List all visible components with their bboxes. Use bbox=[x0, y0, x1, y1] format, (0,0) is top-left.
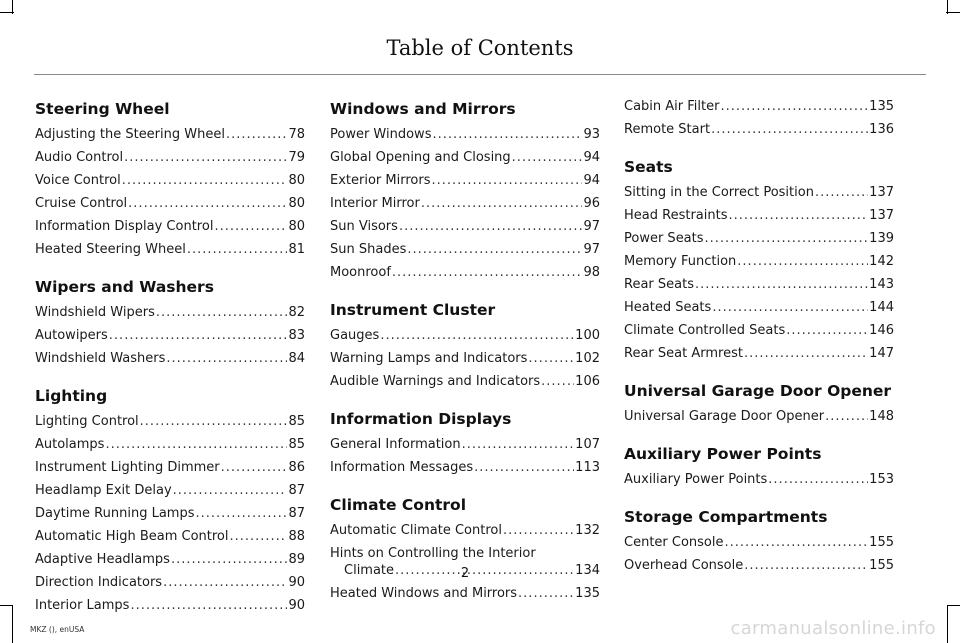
toc-entry-page: 148 bbox=[869, 409, 894, 424]
toc-entry-title: Universal Garage Door Opener bbox=[624, 409, 825, 424]
toc-entry-page: 97 bbox=[583, 219, 600, 234]
toc-entry-page: 136 bbox=[869, 122, 894, 137]
dot-leader bbox=[712, 299, 868, 316]
crop-mark-top-left-h bbox=[0, 12, 14, 13]
toc-entry-title: Overhead Console bbox=[624, 558, 744, 573]
toc-entry-title: Global Opening and Closing bbox=[330, 150, 511, 165]
dot-leader bbox=[407, 241, 582, 258]
header-rule bbox=[34, 74, 926, 75]
toc-entry-title: Cabin Air Filter bbox=[624, 99, 720, 114]
toc-entry[interactable] bbox=[35, 413, 305, 430]
toc-entry-page: 143 bbox=[869, 277, 894, 292]
toc-entry-title: Exterior Mirrors bbox=[330, 173, 431, 188]
toc-entry-page: 80 bbox=[288, 196, 305, 211]
page-title: Table of Contents bbox=[386, 36, 574, 60]
crop-mark-bottom-right-h bbox=[947, 605, 960, 606]
dot-leader bbox=[128, 195, 287, 212]
toc-entry-page: 134 bbox=[575, 563, 600, 578]
toc-entry[interactable] bbox=[35, 505, 305, 522]
dot-leader bbox=[825, 408, 868, 425]
toc-entry[interactable] bbox=[35, 459, 305, 476]
dot-leader bbox=[173, 482, 288, 499]
toc-column-3 bbox=[624, 98, 894, 580]
watermark: carmanualsonline.info bbox=[730, 618, 936, 639]
toc-entry-page: 90 bbox=[288, 598, 305, 613]
toc-entry-page: 83 bbox=[288, 328, 305, 343]
toc-entry-title: Power Windows bbox=[330, 127, 432, 142]
toc-entry-page: 85 bbox=[288, 414, 305, 429]
toc-entry[interactable] bbox=[624, 230, 894, 247]
toc-entry[interactable] bbox=[330, 350, 600, 367]
dot-leader bbox=[130, 597, 287, 614]
dot-leader bbox=[109, 327, 288, 344]
toc-entry-page: 144 bbox=[869, 300, 894, 315]
section-heading: Wipers and Washers bbox=[35, 278, 214, 296]
section-heading: Storage Compartments bbox=[624, 508, 828, 526]
toc-entry[interactable] bbox=[35, 597, 305, 614]
section-heading: Universal Garage Door Opener bbox=[624, 382, 892, 400]
toc-entry-title: Audio Control bbox=[35, 150, 124, 165]
toc-entry-title: Autowipers bbox=[35, 328, 108, 343]
toc-entry-title: Sun Visors bbox=[330, 219, 398, 234]
dot-leader bbox=[380, 327, 574, 344]
dot-leader bbox=[229, 528, 287, 545]
dot-leader bbox=[512, 149, 583, 166]
toc-entry[interactable] bbox=[35, 218, 305, 235]
dot-leader bbox=[195, 505, 287, 522]
toc-entry-page: 78 bbox=[288, 127, 305, 142]
toc-entry[interactable] bbox=[624, 299, 894, 316]
section-heading: Windows and Mirrors bbox=[330, 100, 516, 118]
toc-entry[interactable] bbox=[35, 436, 305, 453]
toc-entry-page: 106 bbox=[575, 374, 600, 389]
crop-mark-bottom-left-v bbox=[12, 605, 13, 643]
dot-leader bbox=[695, 276, 868, 293]
toc-entry[interactable] bbox=[624, 345, 894, 362]
toc-entry-title: Audible Warnings and Indicators bbox=[330, 374, 541, 389]
toc-entry[interactable] bbox=[330, 436, 600, 453]
toc-entry-page: 89 bbox=[288, 552, 305, 567]
toc-entry-title-cont: Climate bbox=[344, 563, 395, 578]
toc-entry-page: 137 bbox=[869, 185, 894, 200]
toc-entry[interactable] bbox=[35, 149, 305, 166]
toc-entry[interactable] bbox=[624, 408, 894, 425]
dot-leader bbox=[421, 195, 583, 212]
toc-entry-title: Memory Function bbox=[624, 254, 737, 269]
toc-entry-page: 137 bbox=[869, 208, 894, 223]
toc-entry[interactable] bbox=[35, 126, 305, 143]
toc-entry[interactable] bbox=[35, 195, 305, 212]
toc-entry[interactable] bbox=[624, 253, 894, 270]
toc-entry-title: Warning Lamps and Indicators bbox=[330, 351, 528, 366]
dot-leader bbox=[737, 253, 868, 270]
toc-entry[interactable] bbox=[624, 322, 894, 339]
toc-entry[interactable] bbox=[35, 241, 305, 258]
toc-column-1 bbox=[35, 98, 305, 620]
dot-leader bbox=[518, 585, 574, 602]
toc-entry-title: Lighting Control bbox=[35, 414, 139, 429]
section-heading: Climate Control bbox=[330, 496, 467, 514]
dot-leader bbox=[541, 373, 574, 390]
dot-leader bbox=[166, 350, 287, 367]
toc-entry-page: 80 bbox=[288, 219, 305, 234]
toc-entry-title: Moonroof bbox=[330, 265, 391, 280]
toc-entry-page: 146 bbox=[869, 323, 894, 338]
dot-leader bbox=[462, 436, 575, 453]
toc-entry-page: 96 bbox=[583, 196, 600, 211]
toc-entry-title: Center Console bbox=[624, 535, 724, 550]
toc-entry-title: Remote Start bbox=[624, 122, 711, 137]
toc-entry-page: 132 bbox=[575, 523, 600, 538]
dot-leader bbox=[221, 459, 288, 476]
dot-leader bbox=[705, 230, 869, 247]
toc-entry[interactable] bbox=[624, 207, 894, 224]
toc-entry[interactable] bbox=[624, 471, 894, 488]
dot-leader bbox=[226, 126, 287, 143]
toc-entry-page: 94 bbox=[583, 150, 600, 165]
crop-mark-bottom-right-v bbox=[947, 605, 948, 643]
toc-entry-title: Heated Steering Wheel bbox=[35, 242, 186, 257]
toc-entry-title: Automatic Climate Control bbox=[330, 523, 502, 538]
toc-entry-page: 79 bbox=[288, 150, 305, 165]
toc-entry[interactable] bbox=[330, 264, 600, 281]
toc-entry-title: Hints on Controlling the Interior bbox=[330, 546, 536, 561]
toc-entry-page: 155 bbox=[869, 535, 894, 550]
toc-entry[interactable] bbox=[330, 149, 600, 166]
toc-entry-title: Information Messages bbox=[330, 460, 474, 475]
toc-entry[interactable] bbox=[35, 482, 305, 499]
toc-entry-page: 153 bbox=[869, 472, 894, 487]
dot-leader bbox=[786, 322, 868, 339]
toc-entry-title: Rear Seat Armrest bbox=[624, 346, 743, 361]
toc-entry-title: General Information bbox=[330, 437, 461, 452]
section-heading: Auxiliary Power Points bbox=[624, 445, 822, 463]
toc-entry-title: Gauges bbox=[330, 328, 380, 343]
toc-entry-page: 88 bbox=[288, 529, 305, 544]
section-heading: Seats bbox=[624, 158, 673, 176]
toc-column-2 bbox=[330, 98, 600, 608]
section-heading: Instrument Cluster bbox=[330, 301, 496, 319]
toc-entry-title: Headlamp Exit Delay bbox=[35, 483, 172, 498]
dot-leader bbox=[815, 184, 868, 201]
toc-entry[interactable] bbox=[624, 121, 894, 138]
toc-entry-page: 87 bbox=[288, 483, 305, 498]
toc-entry-page: 102 bbox=[575, 351, 600, 366]
toc-entry-page: 82 bbox=[288, 305, 305, 320]
toc-entry[interactable] bbox=[35, 327, 305, 344]
toc-entry[interactable] bbox=[330, 327, 600, 344]
toc-entry-page: 155 bbox=[869, 558, 894, 573]
toc-entry[interactable] bbox=[35, 304, 305, 321]
toc-entry-title: Sun Shades bbox=[330, 242, 407, 257]
toc-entry[interactable] bbox=[624, 98, 894, 115]
toc-entry[interactable] bbox=[330, 585, 600, 602]
dot-leader bbox=[122, 172, 288, 189]
toc-entry-title: Autolamps bbox=[35, 437, 105, 452]
toc-entry-title: Daytime Running Lamps bbox=[35, 506, 195, 521]
dot-leader bbox=[399, 218, 583, 235]
toc-entry-title: Interior Mirror bbox=[330, 196, 420, 211]
toc-entry-title: Climate Controlled Seats bbox=[624, 323, 786, 338]
toc-entry[interactable] bbox=[35, 528, 305, 545]
toc-entry-page: 100 bbox=[575, 328, 600, 343]
dot-leader bbox=[768, 471, 868, 488]
toc-entry-title: Heated Windows and Mirrors bbox=[330, 586, 518, 601]
toc-entry-title: Sitting in the Correct Position bbox=[624, 185, 814, 200]
toc-entry-title: Rear Seats bbox=[624, 277, 694, 292]
toc-entry-title: Interior Lamps bbox=[35, 598, 130, 613]
toc-entry-title: Automatic High Beam Control bbox=[35, 529, 229, 544]
toc-entry[interactable] bbox=[330, 172, 600, 189]
toc-entry-title: Windshield Wipers bbox=[35, 305, 155, 320]
toc-entry-page: 142 bbox=[869, 254, 894, 269]
toc-entry-title: Cruise Control bbox=[35, 196, 128, 211]
toc-entry[interactable] bbox=[624, 534, 894, 551]
dot-leader bbox=[503, 522, 574, 539]
crop-mark-bottom-left-h bbox=[0, 605, 13, 606]
dot-leader bbox=[140, 413, 288, 430]
dot-leader bbox=[474, 459, 574, 476]
dot-leader bbox=[156, 304, 288, 321]
toc-entry[interactable] bbox=[330, 522, 600, 539]
dot-leader bbox=[728, 207, 868, 224]
page-number: 2 bbox=[460, 566, 470, 581]
toc-entry[interactable] bbox=[35, 350, 305, 367]
toc-entry[interactable] bbox=[330, 126, 600, 143]
toc-entry-title: Voice Control bbox=[35, 173, 121, 188]
toc-entry[interactable] bbox=[330, 459, 600, 476]
toc-entry-page: 107 bbox=[575, 437, 600, 452]
section-heading: Steering Wheel bbox=[35, 100, 170, 118]
toc-entry-title: Heated Seats bbox=[624, 300, 712, 315]
toc-entry[interactable] bbox=[330, 195, 600, 212]
toc-entry-page: 147 bbox=[869, 346, 894, 361]
dot-leader bbox=[528, 350, 574, 367]
dot-leader bbox=[392, 264, 583, 281]
toc-entry-page: 98 bbox=[583, 265, 600, 280]
dot-leader bbox=[214, 218, 287, 235]
toc-entry-page: 84 bbox=[288, 351, 305, 366]
dot-leader bbox=[187, 241, 288, 258]
toc-entry-page: 86 bbox=[288, 460, 305, 475]
toc-entry-page: 90 bbox=[288, 575, 305, 590]
toc-entry[interactable] bbox=[35, 172, 305, 189]
dot-leader bbox=[720, 98, 868, 115]
dot-leader bbox=[711, 121, 868, 138]
section-heading: Information Displays bbox=[330, 410, 512, 428]
toc-entry-title: Windshield Washers bbox=[35, 351, 166, 366]
toc-entry[interactable] bbox=[330, 218, 600, 235]
dot-leader bbox=[124, 149, 287, 166]
toc-entry-page: 139 bbox=[869, 231, 894, 246]
section-heading: Lighting bbox=[35, 387, 108, 405]
toc-entry-title: Instrument Lighting Dimmer bbox=[35, 460, 220, 475]
toc-entry-title: Adjusting the Steering Wheel bbox=[35, 127, 225, 142]
toc-entry[interactable] bbox=[330, 373, 600, 390]
toc-entry-page: 135 bbox=[575, 586, 600, 601]
toc-entry[interactable] bbox=[624, 276, 894, 293]
toc-entry-page: 87 bbox=[288, 506, 305, 521]
dot-leader bbox=[105, 436, 287, 453]
toc-entry-page: 135 bbox=[869, 99, 894, 114]
dot-leader bbox=[744, 345, 868, 362]
toc-entry-page: 94 bbox=[583, 173, 600, 188]
toc-entry[interactable] bbox=[330, 241, 600, 258]
dot-leader bbox=[725, 534, 869, 551]
toc-entry-page: 80 bbox=[288, 173, 305, 188]
toc-entry-title: Information Display Control bbox=[35, 219, 214, 234]
toc-entry-title: Power Seats bbox=[624, 231, 704, 246]
toc-entry-title: Adaptive Headlamps bbox=[35, 552, 170, 567]
toc-entry-page: 113 bbox=[575, 460, 600, 475]
toc-entry[interactable] bbox=[624, 184, 894, 201]
toc-entry-page: 93 bbox=[583, 127, 600, 142]
toc-entry-page: 81 bbox=[288, 242, 305, 257]
dot-leader bbox=[432, 126, 582, 143]
toc-entry-title: Auxiliary Power Points bbox=[624, 472, 768, 487]
toc-entry-title: Head Restraints bbox=[624, 208, 728, 223]
footer-code: MKZ (), enUSA bbox=[30, 625, 85, 634]
dot-leader bbox=[431, 172, 582, 189]
toc-entry-page: 85 bbox=[288, 437, 305, 452]
toc-entry-page: 97 bbox=[583, 242, 600, 257]
crop-mark-top-right-h bbox=[946, 12, 960, 13]
toc-entry-title: Direction Indicators bbox=[35, 575, 163, 590]
